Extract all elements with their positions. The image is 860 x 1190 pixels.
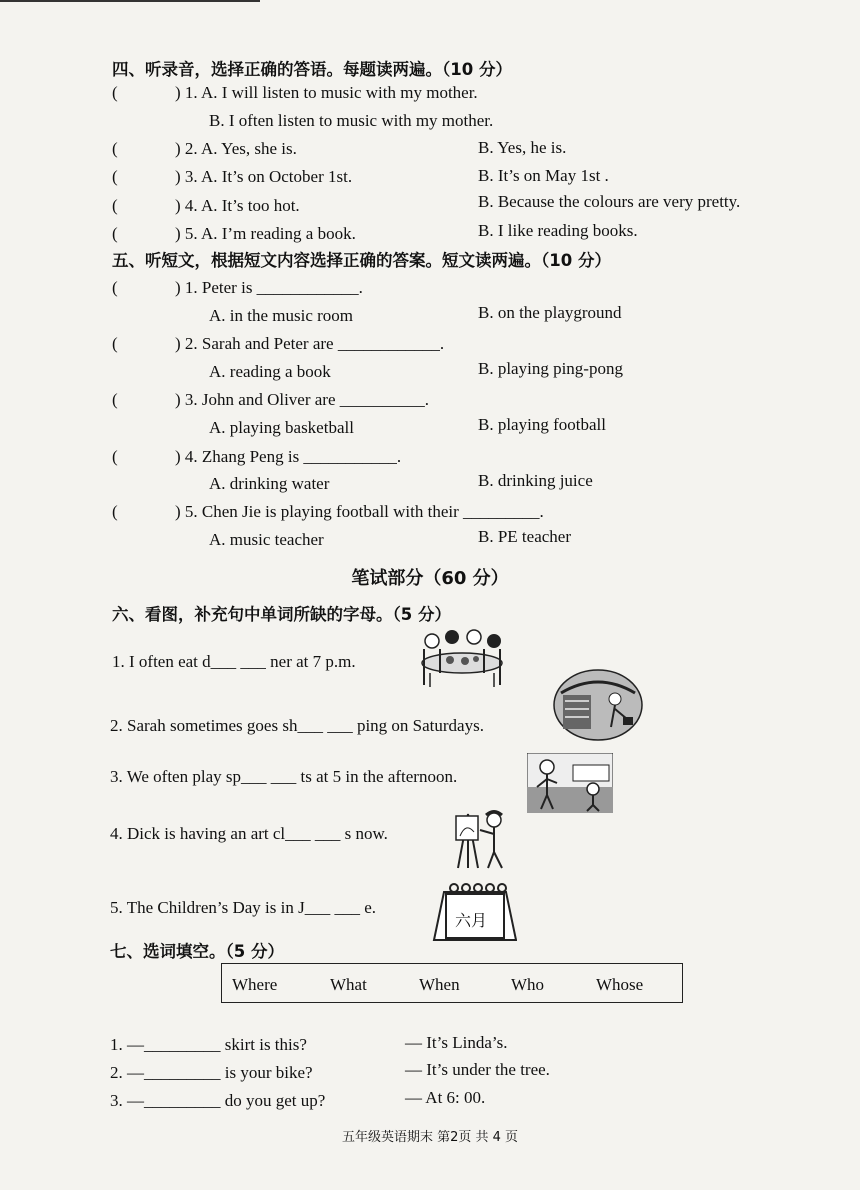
s7-q1: 1. —_________ skirt is this? [110,1035,307,1054]
s4-q3-b: B. It’s on May 1st . [478,166,609,185]
s5-q5-b: B. PE teacher [478,527,571,546]
s4-q4-a: ) 4. A. It’s too hot. [175,196,300,215]
s7-a3: — At 6: 00. [405,1088,486,1107]
s6-q1: 1. I often eat d___ ___ ner at 7 p.m. [112,652,356,671]
s6-q4: 4. Dick is having an art cl___ ___ s now. [110,824,388,843]
family-dinner-picture [410,627,514,689]
s4-q3-a: ) 3. A. It’s on October 1st. [175,167,353,186]
answer-paren: ( [112,447,118,466]
answer-paren: ( [112,502,118,521]
answer-paren: ( [112,278,118,297]
s5-q4-b: B. drinking juice [478,471,593,490]
s5-q1: ) 1. Peter is ____________. [175,278,363,297]
s5-q2-a: A. reading a book [209,362,331,381]
s7-a1: — It’s Linda’s. [405,1033,508,1052]
s5-q5: ) 5. Chen Jie is playing football with their _________. [175,502,544,521]
word-bank-box [221,963,683,1003]
answer-paren: ( [112,334,118,353]
s4-q2-b: B. Yes, he is. [478,138,567,157]
s5-q2: ) 2. Sarah and Peter are ____________. [175,334,445,353]
page-footer: 五年级英语期末 第2页 共 4 页 [341,1130,519,1145]
calendar-label: 六月 [455,911,488,930]
art-class-picture [452,806,510,872]
s6-q3: 3. We often play sp___ ___ ts at 5 in the afternoon. [110,767,458,786]
shopping-picture [553,669,644,742]
sports-picture [527,753,613,813]
top-border-line [0,0,260,2]
s4-q5-b: B. I like reading books. [478,221,638,240]
section5-heading: 五、听短文，根据短文内容选择正确的答案。短文读两遍。（10 分） [112,251,611,270]
answer-paren: ( [112,139,118,158]
s6-q2: 2. Sarah sometimes goes sh___ ___ ping on Saturdays. [110,716,484,735]
s5-q3-b: B. playing football [478,415,606,434]
s4-q5-a: ) 5. A. I’m reading a book. [175,224,356,243]
word-what: What [330,975,367,994]
s7-q2: 2. —_________ is your bike? [110,1063,313,1082]
s5-q4-a: A. drinking water [209,474,330,493]
answer-paren: ( [112,224,118,243]
answer-paren: ( [112,196,118,215]
s5-q1-a: A. in the music room [209,306,354,325]
answer-paren: ( [112,167,118,186]
word-who: Who [511,975,545,994]
s7-a2: — It’s under the tree. [405,1060,550,1079]
s5-q3-a: A. playing basketball [209,418,354,437]
s5-q2-b: B. playing ping-pong [478,359,623,378]
answer-paren: ( [112,83,118,102]
s6-q5: 5. The Children’s Day is in J___ ___ e. [110,898,376,917]
s7-q3: 3. —_________ do you get up? [110,1091,326,1110]
s5-q5-a: A. music teacher [209,530,324,549]
s5-q3: ) 3. John and Oliver are __________. [175,390,430,409]
section7-heading: 七、选词填空。（5 分） [110,942,284,961]
word-where: Where [232,975,278,994]
s5-q4: ) 4. Zhang Peng is ___________. [175,447,402,466]
s4-q4-b: B. Because the colours are very pretty. [478,192,741,211]
word-whose: Whose [596,975,644,994]
word-when: When [419,975,460,994]
s4-q2-a: ) 2. A. Yes, she is. [175,139,297,158]
s4-q1-a: ) 1. A. I will listen to music with my mother. [175,83,478,102]
written-section-title: 笔试部分（60 分） [351,568,509,589]
answer-paren: ( [112,390,118,409]
section4-heading: 四、听录音，选择正确的答语。每题读两遍。（10 分） [112,60,512,79]
section6-heading: 六、看图，补充句中单词所缺的字母。（5 分） [112,605,451,624]
s4-q1-b: B. I often listen to music with my mother. [209,111,494,130]
s5-q1-b: B. on the playground [478,303,622,322]
